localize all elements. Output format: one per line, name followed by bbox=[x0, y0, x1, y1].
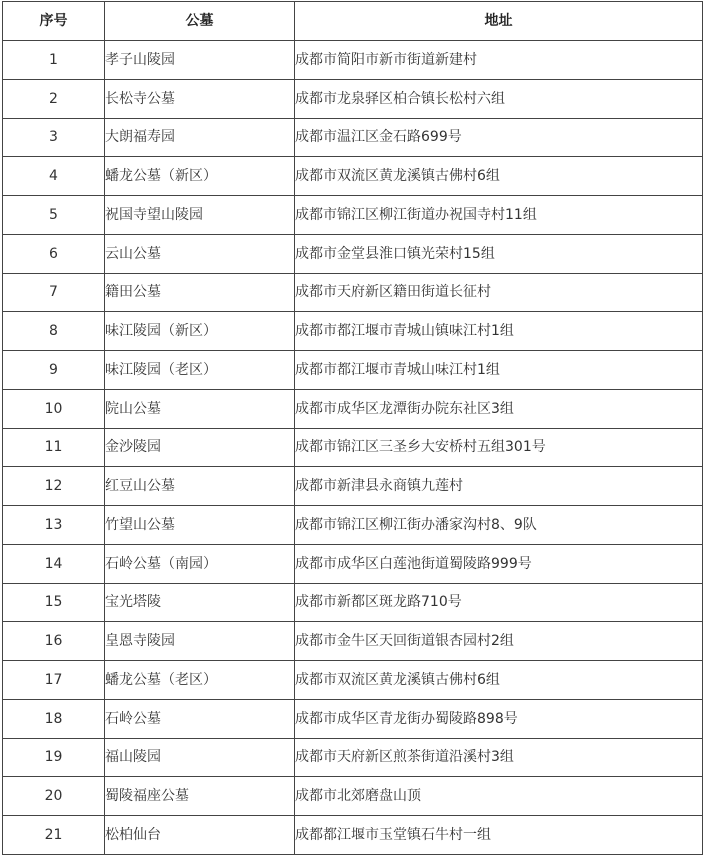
row-cemetery-cell: 竹望山公墓 bbox=[105, 506, 295, 545]
table-row bbox=[3, 738, 703, 777]
row-address-cell: 成都市天府新区煎茶街道沿溪村3组 bbox=[295, 738, 703, 777]
row-number-cell: 1 bbox=[3, 41, 105, 80]
row-number-cell: 20 bbox=[3, 777, 105, 816]
row-cemetery-cell: 红豆山公墓 bbox=[105, 467, 295, 506]
table-header-row bbox=[3, 2, 703, 41]
row-address-cell: 成都市北郊磨盘山顶 bbox=[295, 777, 703, 816]
header-cemetery: 公墓 bbox=[105, 2, 295, 41]
cemetery-table bbox=[2, 1, 703, 855]
row-address-cell: 成都市都江堰市青城山味江村1组 bbox=[295, 351, 703, 390]
table-row bbox=[3, 428, 703, 467]
table-row bbox=[3, 583, 703, 622]
row-number-cell: 21 bbox=[3, 816, 105, 855]
table-row bbox=[3, 777, 703, 816]
table-row bbox=[3, 506, 703, 545]
row-cemetery-cell: 皇恩寺陵园 bbox=[105, 622, 295, 661]
table-row bbox=[3, 699, 703, 738]
table-row bbox=[3, 157, 703, 196]
row-address-cell: 成都市成华区白莲池街道蜀陵路999号 bbox=[295, 544, 703, 583]
row-address-cell: 成都市成华区龙潭街办院东社区3组 bbox=[295, 389, 703, 428]
table-row bbox=[3, 41, 703, 80]
row-cemetery-cell: 籍田公墓 bbox=[105, 273, 295, 312]
row-address-cell: 成都市天府新区籍田街道长征村 bbox=[295, 273, 703, 312]
row-number-cell: 18 bbox=[3, 699, 105, 738]
row-number-cell: 2 bbox=[3, 79, 105, 118]
row-number-cell: 6 bbox=[3, 234, 105, 273]
row-number-cell: 10 bbox=[3, 389, 105, 428]
row-address-cell: 成都市锦江区柳江街办潘家沟村8、9队 bbox=[295, 506, 703, 545]
table-row bbox=[3, 273, 703, 312]
table-row bbox=[3, 312, 703, 351]
table-row bbox=[3, 351, 703, 390]
row-cemetery-cell: 味江陵园（新区） bbox=[105, 312, 295, 351]
row-number-cell: 4 bbox=[3, 157, 105, 196]
table-row bbox=[3, 389, 703, 428]
row-number-cell: 5 bbox=[3, 196, 105, 235]
row-number-cell: 3 bbox=[3, 118, 105, 157]
table-row bbox=[3, 544, 703, 583]
row-cemetery-cell: 蜀陵福座公墓 bbox=[105, 777, 295, 816]
row-address-cell: 成都市双流区黄龙溪镇古佛村6组 bbox=[295, 661, 703, 700]
row-address-cell: 成都市成华区青龙街办蜀陵路898号 bbox=[295, 699, 703, 738]
table-row bbox=[3, 467, 703, 506]
row-address-cell: 成都都江堰市玉堂镇石牛村一组 bbox=[295, 816, 703, 855]
row-cemetery-cell: 云山公墓 bbox=[105, 234, 295, 273]
table-row bbox=[3, 118, 703, 157]
row-address-cell: 成都市锦江区三圣乡大安桥村五组301号 bbox=[295, 428, 703, 467]
row-cemetery-cell: 大朗福寿园 bbox=[105, 118, 295, 157]
row-address-cell: 成都市新津县永商镇九莲村 bbox=[295, 467, 703, 506]
table-row bbox=[3, 661, 703, 700]
row-number-cell: 8 bbox=[3, 312, 105, 351]
row-address-cell: 成都市新都区斑龙路710号 bbox=[295, 583, 703, 622]
table-row bbox=[3, 79, 703, 118]
row-number-cell: 9 bbox=[3, 351, 105, 390]
row-cemetery-cell: 味江陵园（老区） bbox=[105, 351, 295, 390]
row-number-cell: 13 bbox=[3, 506, 105, 545]
row-number-cell: 17 bbox=[3, 661, 105, 700]
row-address-cell: 成都市都江堰市青城山镇味江村1组 bbox=[295, 312, 703, 351]
row-number-cell: 16 bbox=[3, 622, 105, 661]
row-number-cell: 19 bbox=[3, 738, 105, 777]
row-cemetery-cell: 祝国寺望山陵园 bbox=[105, 196, 295, 235]
row-number-cell: 15 bbox=[3, 583, 105, 622]
table-body bbox=[3, 41, 703, 855]
row-cemetery-cell: 宝光塔陵 bbox=[105, 583, 295, 622]
row-cemetery-cell: 长松寺公墓 bbox=[105, 79, 295, 118]
row-cemetery-cell: 院山公墓 bbox=[105, 389, 295, 428]
row-cemetery-cell: 蟠龙公墓（新区） bbox=[105, 157, 295, 196]
row-address-cell: 成都市龙泉驿区柏合镇长松村六组 bbox=[295, 79, 703, 118]
row-cemetery-cell: 蟠龙公墓（老区） bbox=[105, 661, 295, 700]
table-row bbox=[3, 196, 703, 235]
row-address-cell: 成都市简阳市新市街道新建村 bbox=[295, 41, 703, 80]
row-address-cell: 成都市双流区黄龙溪镇古佛村6组 bbox=[295, 157, 703, 196]
row-cemetery-cell: 松柏仙台 bbox=[105, 816, 295, 855]
row-cemetery-cell: 孝子山陵园 bbox=[105, 41, 295, 80]
row-cemetery-cell: 金沙陵园 bbox=[105, 428, 295, 467]
row-number-cell: 11 bbox=[3, 428, 105, 467]
row-address-cell: 成都市金牛区天回街道银杏园村2组 bbox=[295, 622, 703, 661]
row-cemetery-cell: 石岭公墓（南园） bbox=[105, 544, 295, 583]
row-number-cell: 14 bbox=[3, 544, 105, 583]
header-number: 序号 bbox=[3, 2, 105, 41]
table-row bbox=[3, 622, 703, 661]
row-number-cell: 7 bbox=[3, 273, 105, 312]
row-address-cell: 成都市金堂县淮口镇光荣村15组 bbox=[295, 234, 703, 273]
row-number-cell: 12 bbox=[3, 467, 105, 506]
table-row bbox=[3, 816, 703, 855]
header-address: 地址 bbox=[295, 2, 703, 41]
row-cemetery-cell: 石岭公墓 bbox=[105, 699, 295, 738]
table-row bbox=[3, 234, 703, 273]
row-cemetery-cell: 福山陵园 bbox=[105, 738, 295, 777]
row-address-cell: 成都市锦江区柳江街道办祝国寺村11组 bbox=[295, 196, 703, 235]
row-address-cell: 成都市温江区金石路699号 bbox=[295, 118, 703, 157]
